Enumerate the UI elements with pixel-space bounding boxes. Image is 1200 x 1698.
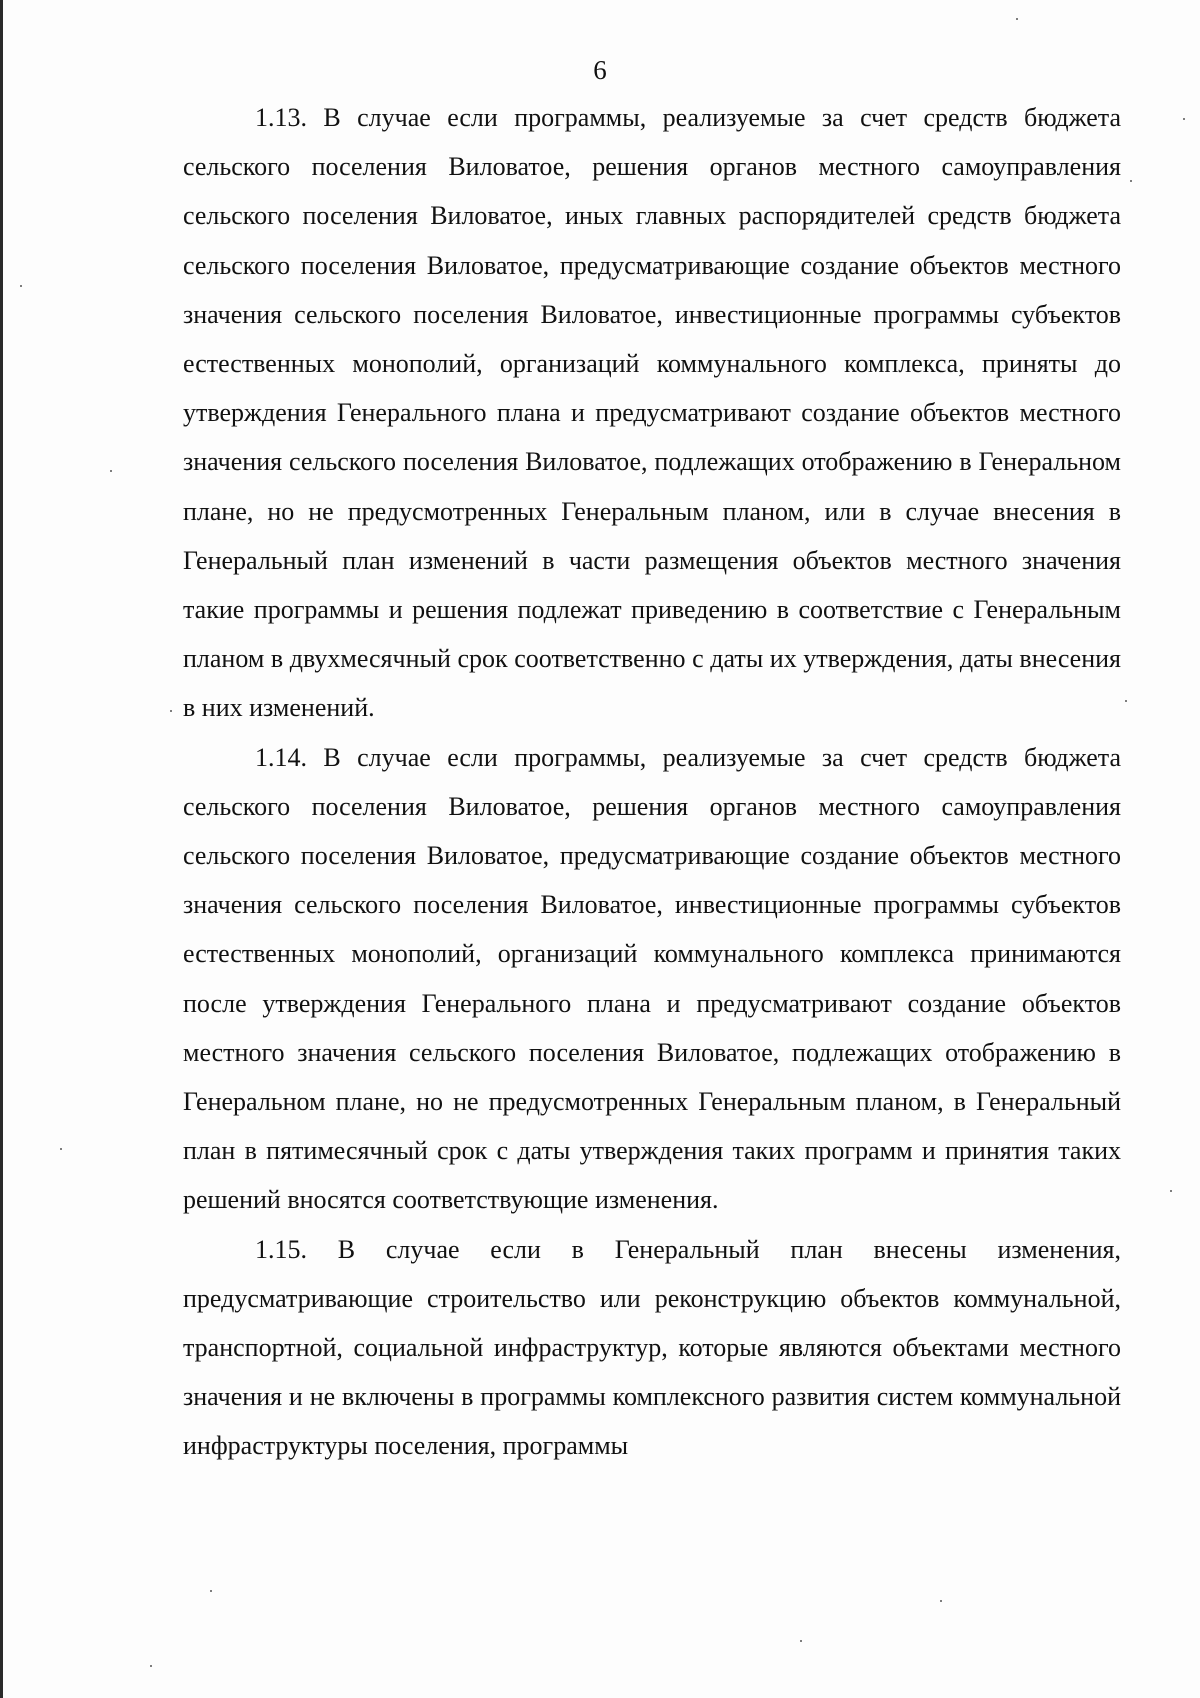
page-number: 6: [593, 55, 607, 85]
scan-speck: [110, 470, 112, 472]
scan-speck: [940, 1600, 942, 1602]
scan-speck: [1125, 700, 1127, 702]
paragraph-1-15: 1.15. В случае если в Генеральный план внесены изменения, предусматривающие строительство или реконструкцию объектов коммунальной, транспортной, социальной инфраструктур, которые являются объектами местного значения и не включены в программы комплексного развития систем коммунальной инфраструктуры поселения, программы: [183, 1234, 1121, 1461]
scan-speck: [210, 1590, 212, 1592]
scan-speck: [1183, 118, 1185, 120]
scan-speck: [20, 285, 22, 287]
scan-speck: [60, 1148, 62, 1150]
scan-speck: [170, 710, 172, 712]
scan-speck: [1130, 180, 1132, 182]
document-body: [183, 93, 1121, 1471]
scan-speck: [1016, 18, 1018, 20]
paragraph-1-14: 1.14. В случае если программы, реализуемые за счет средств бюджета сельского поселения Виловатое, решения органов местного самоуправления сельского поселения Виловатое, предусматривающие создание объектов местного значения сельского поселения Виловатое, инвестиционные программы субъектов естественных монополий, организаций коммунального комплекса принимаются после утверждения Генерального плана и предусматривают создание объектов местного значения сельского поселения Виловатое, подлежащих отображению в Генеральном плане, но не предусмотренных Генеральным планом, в Генеральный план в пятимесячный срок с даты утверждения таких программ и принятия таких решений вносятся соответствующие изменения.: [183, 742, 1121, 1215]
scan-speck: [800, 1640, 802, 1642]
scan-speck: [150, 1665, 152, 1667]
paragraph-1-13: 1.13. В случае если программы, реализуемые за счет средств бюджета сельского поселения Виловатое, решения органов местного самоуправления сельского поселения Виловатое, иных главных распорядителей средств бюджета сельского поселения Виловатое, предусматривающие создание объектов местного значения сельского поселения Виловатое, инвестиционные программы субъектов естественных монополий, организаций коммунального комплекса, приняты до утверждения Генерального плана и предусматривают создание объектов местного значения сельского поселения Виловатое, подлежащих отображению в Генеральном плане, но не предусмотренных Генеральным планом, или в случае внесения в Генеральный план изменений в части размещения объектов местного значения такие программы и решения подлежат приведению в соответствие с Генеральным планом в двухмесячный срок соответственно с даты их утверждения, даты внесения в них изменений.: [183, 103, 1121, 723]
scan-left-edge: [0, 0, 3, 1698]
scan-speck: [1170, 1190, 1172, 1192]
